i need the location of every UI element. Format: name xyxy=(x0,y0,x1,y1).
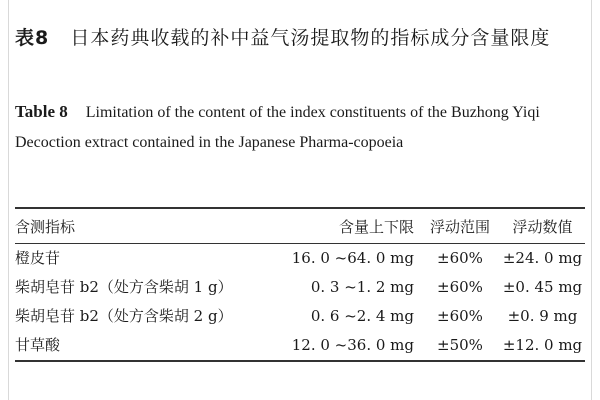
header-value: 浮动数值 xyxy=(512,217,573,236)
table-row xyxy=(15,243,585,272)
cell-indicator: 甘草酸 xyxy=(15,336,61,354)
cell-range: ±60% xyxy=(437,248,483,267)
cell-content-limits: 0. 3 ~1. 2 mg xyxy=(310,277,414,296)
cell-content-limits: 12. 0 ~36. 0 mg xyxy=(291,335,414,354)
cell-value: ±12. 0 mg xyxy=(502,335,583,354)
cell-content-limits: 0. 6 ~2. 4 mg xyxy=(310,306,414,325)
chinese-caption-label: 表8 xyxy=(15,27,50,49)
english-caption xyxy=(15,97,587,158)
table-row xyxy=(15,330,585,359)
header-range: 浮动范围 xyxy=(429,217,490,236)
chinese-caption-text: 日本药典收载的补中益气汤提取物的指标成分含量限度 xyxy=(70,27,551,49)
english-caption-label: Table 8 xyxy=(15,102,68,121)
table-bottom-rule xyxy=(15,360,585,362)
cell-value: ±24. 0 mg xyxy=(502,248,583,267)
cell-indicator: 柴胡皂苷 b2（处方含柴胡 2 g） xyxy=(15,307,233,325)
cell-range: ±60% xyxy=(437,277,483,296)
cell-range: ±50% xyxy=(437,335,483,354)
cell-indicator: 柴胡皂苷 b2（处方含柴胡 1 g） xyxy=(15,278,233,296)
english-caption-text: Limitation of the content of the index constituents of the Buzhong Yiqi Decoction extract contained in the Japanese Pharma-copoeia xyxy=(15,104,540,151)
table-header-row xyxy=(15,209,585,243)
constituent-limits-table xyxy=(15,209,585,359)
table-row xyxy=(15,272,585,301)
cell-content-limits: 16. 0 ~64. 0 mg xyxy=(291,248,414,267)
chinese-caption xyxy=(15,22,585,55)
cell-value: ±0. 45 mg xyxy=(502,277,583,296)
cell-range: ±60% xyxy=(437,306,483,325)
header-content-limits: 含量上下限 xyxy=(338,217,414,236)
cell-indicator: 橙皮苷 xyxy=(15,249,61,267)
cell-value: ±0. 9 mg xyxy=(507,306,578,325)
header-indicator: 含测指标 xyxy=(15,217,76,236)
table-row xyxy=(15,301,585,330)
